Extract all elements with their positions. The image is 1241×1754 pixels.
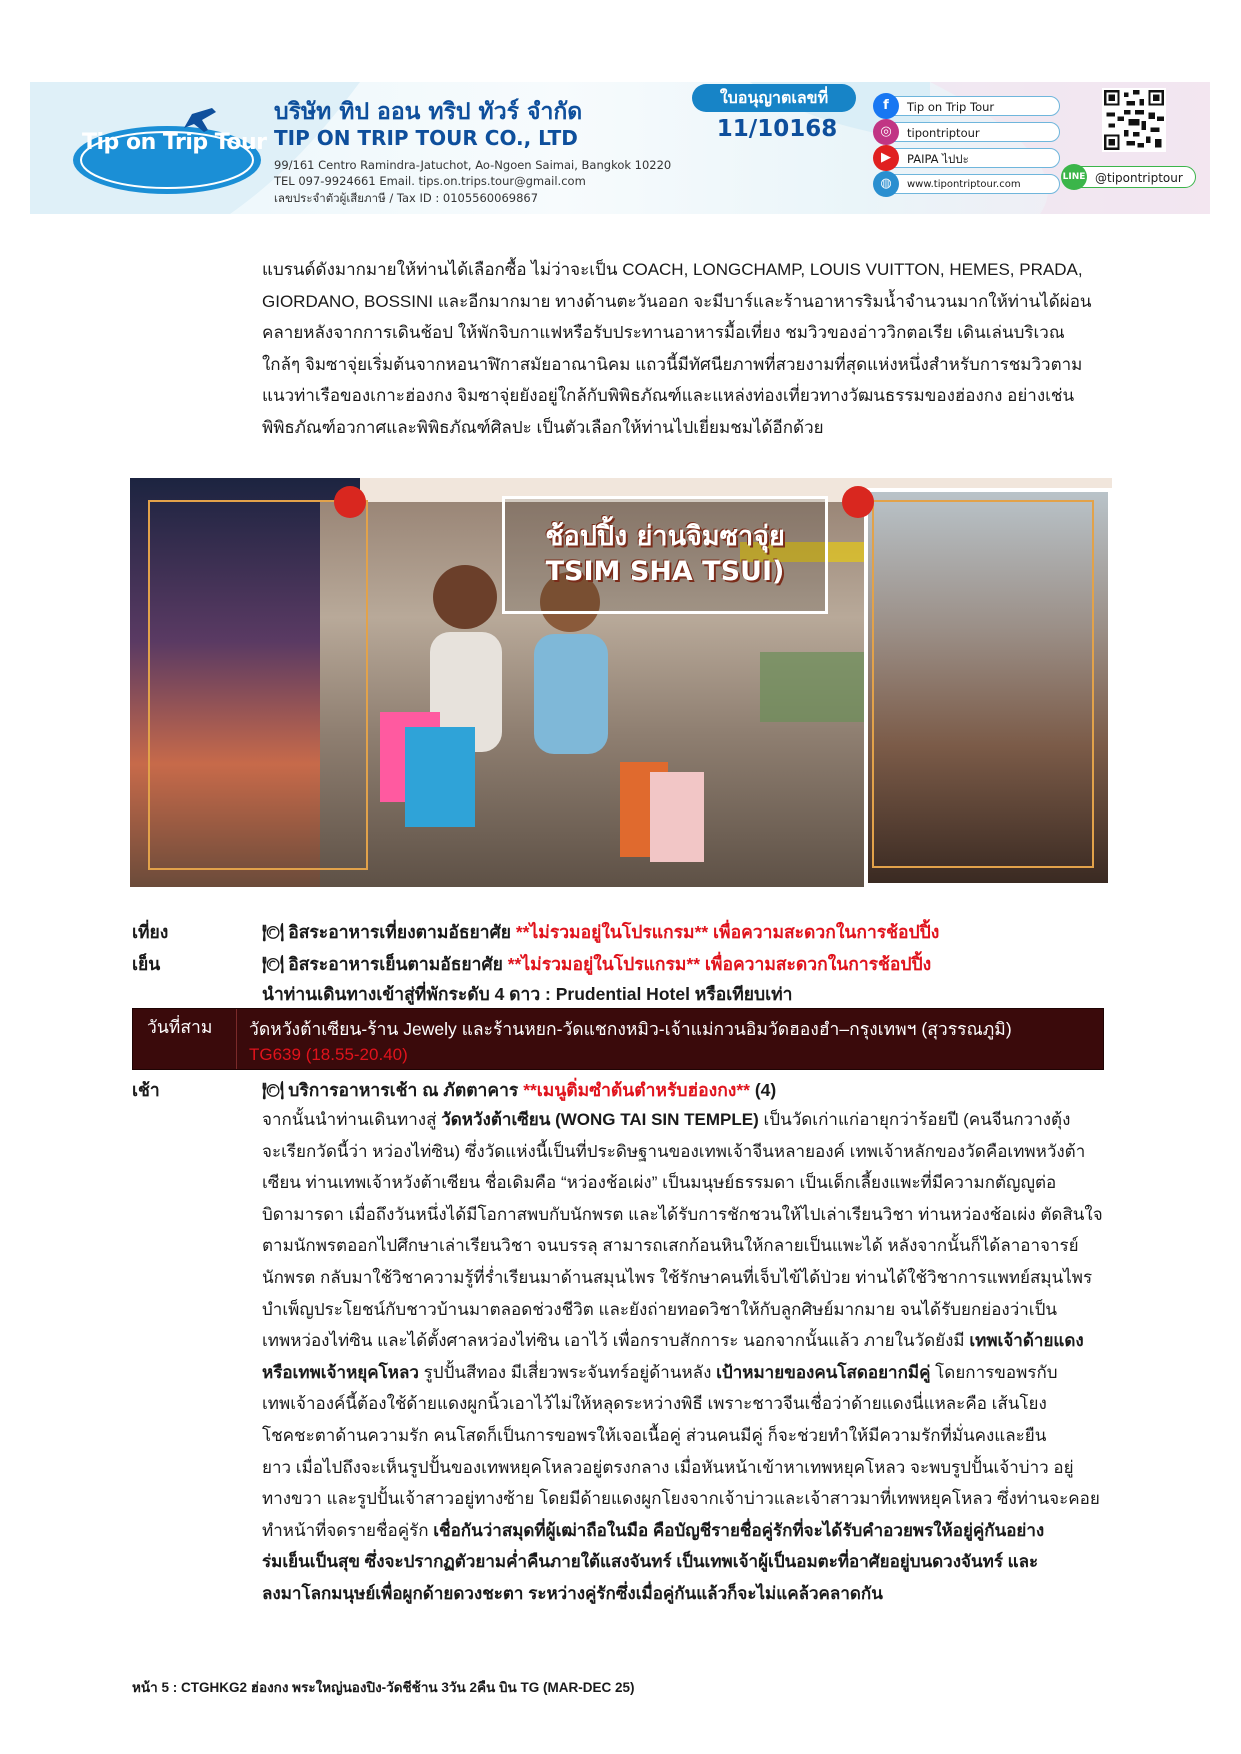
website-link[interactable]: [878, 174, 1060, 194]
text-run-bold: วัดหวังต้าเซียน (WONG TAI SIN TEMPLE): [441, 1110, 759, 1129]
temple-line: โชคชะตาด้านความรัก คนโสดก็เป็นการขอพรให้เจอเนื้อคู่ ส่วนคนมีคู่ ก็จะช่วยทำให้มีความรักที่มั่นคงและยืน: [262, 1425, 1047, 1445]
decorative-frame-left: [148, 500, 368, 870]
temple-line: เทพเจ้าองค์นี้ต้องใช้ด้ายแดงผูกนิ้วเอาไว้ไม่ให้หลุดระหว่างพิธี เพราะชาวจีนเชื่อว่าด้ายแดงนี่แหละคือ เส้นโยง: [262, 1394, 1047, 1414]
facebook-label: Tip on Trip Tour: [907, 100, 995, 114]
breakfast-note: **เมนูติ่มซำต้นตำหรับฮ่องกง**: [523, 1080, 750, 1100]
temple-line: บิดามารดา เมื่อถึงวันหนึ่งได้มีโอกาสพบกับนักพรต และได้รับการชักชวนให้ไปเล่าเรียนวิชา ท่านหว่องช้อเผ่ง ตัดสินใจ: [262, 1204, 1103, 1224]
qr-code-icon[interactable]: [1102, 88, 1166, 152]
temple-line: [262, 1515, 1104, 1547]
website-label: www.tipontriptour.com: [907, 179, 1021, 190]
text-run: ทำหน้าที่จดรายชื่อคู่รัก: [262, 1520, 434, 1540]
text-run-bold: ลงมาโลกมนุษย์เพื่อผูกด้ายดวงชะตา ระหว่างคู่รักซึ่งเมื่อคู่กันแล้วก็จะไม่แคล้วคลาดกัน: [262, 1583, 883, 1603]
text-run-bold: เป้าหมายของคนโสดอยากมีคู่: [716, 1362, 931, 1382]
pushpin-icon: [842, 486, 874, 518]
company-name-thai: บริษัท ทิป ออน ทริป ทัวร์ จำกัด: [274, 99, 583, 125]
lunch-row: [262, 918, 939, 946]
text-run-bold: หรือเทพเจ้าหยุคโหลว: [262, 1362, 419, 1382]
text-run: รูปปั้นสีทอง มีเสี่ยวพระจันทร์อยู่ด้านหลัง: [418, 1362, 717, 1382]
company-contact: TEL 097-9924661 Email. tips.on.trips.tour@gmail.com: [274, 174, 586, 188]
breakfast-row: [262, 1076, 776, 1104]
license-label: ใบอนุญาตเลขที่: [692, 84, 856, 112]
decorative-frame-right: [872, 500, 1094, 868]
instagram-icon: ◎: [873, 119, 899, 145]
text-run: จากนั้นนำท่านเดินทางสู่: [262, 1110, 442, 1129]
day-label: วันที่สาม: [133, 1009, 237, 1069]
logo-text: Tip on Trip Tour: [82, 130, 267, 155]
pushpin-icon: [334, 486, 366, 518]
collage-caption-english: TSIM SHA TSUI): [545, 556, 785, 587]
intro-line: คลายหลังจากการเดินช้อป ให้พักจิบกาแฟหรือรับประทานอาหารมื้อเที่ยง ชมวิวของอ่าววิกตอเรีย เดินเล่นบริเวณ: [262, 323, 1065, 343]
intro-line: GIORDANO, BOSSINI และอีกมากมาย ทางด้านตะวันออก จะมีบาร์และร้านอาหารริมน้ำจำนวนมากให้ท่านได้ผ่อน: [262, 291, 1092, 311]
facebook-icon: f: [873, 93, 899, 119]
temple-line: [262, 1325, 1104, 1357]
breakfast-text: บริการอาหารเช้า ณ ภัตตาคาร: [288, 1080, 524, 1100]
text-run: โดยการขอพรกับ: [930, 1362, 1058, 1382]
dinner-text: อิสระอาหารเย็นตามอัธยาศัย: [288, 954, 508, 974]
instagram-label: tipontriptour: [907, 126, 980, 140]
company-address: 99/161 Centro Ramindra-Jatuchot, Ao-Ngoen Saimai, Bangkok 10220: [274, 158, 672, 172]
intro-line: แบรนด์ดังมากมายให้ท่านได้เลือกซื้อ ไม่ว่าจะเป็น COACH, LONGCHAMP, LOUIS VUITTON, HEMES, PRADA,: [262, 260, 1083, 279]
temple-line: [262, 1546, 1104, 1578]
company-name-english: TIP ON TRIP TOUR CO., LTD: [274, 126, 578, 150]
line-label: @tipontriptour: [1095, 171, 1183, 185]
text-run-bold: ร่มเย็นเป็นสุข ซึ่งจะปรากฏตัวยามค่ำคืนภายใต้แสงจันทร์ เป็นเทพเจ้าผู้เป็นอมตะที่อาศัยอยู่บนดวงจันทร์ และ: [262, 1552, 1039, 1572]
temple-line: บำเพ็ญประโยชน์กับชาวบ้านมาตลอดช่วงชีวิต และยังถ่ายทอดวิชาให้กับลูกศิษย์มากมาย จนได้รับยกย่องว่าเป็น: [262, 1299, 1058, 1319]
temple-line: ทางขวา และรูปปั้นเจ้าสาวอยู่ทางซ้าย โดยมีด้ายแดงผูกโยงจากเจ้าบ่าวและเจ้าสาวมาที่เทพหยุคโหลว ซึ่งท่านจะคอย: [262, 1489, 1100, 1509]
website-icon: ◍: [873, 171, 899, 197]
temple-line: จะเรียกวัดนี้ว่า หว่องไท่ซิน) ซึ่งวัดแห่งนี้เป็นที่ประดิษฐานของเทพเจ้าจีนหลายองค์ เทพเจ้าหลักของวัดคือเทพหวังต้า: [262, 1141, 1086, 1161]
shopping-collage-image: [130, 478, 1112, 887]
meal-icon: 🍽: [262, 955, 285, 975]
temple-line: เซียน ท่านเทพเจ้าหวังต้าเซียน ชื่อเดิมคือ “หว่องช้อเผ่ง” เป็นมนุษย์ธรรมดา เป็นเด็กเลี้ยงแพะที่มีความกตัญญูต่อ: [262, 1173, 1057, 1193]
day-three-header: [132, 1008, 1104, 1070]
temple-line: ตามนักพรตออกไปศึกษาเล่าเรียนวิชา จนบรรลุ สามารถเสกก้อนหินให้กลายเป็นแพะได้ หลังจากนั้นก็ได้ลาอาจารย์: [262, 1236, 1079, 1256]
lunch-text: อิสระอาหารเที่ยงตามอัธยาศัย: [288, 922, 516, 942]
flight-info: TG639 (18.55-20.40): [249, 1045, 408, 1064]
facebook-link[interactable]: [878, 96, 1060, 116]
text-run: เป็นวัดเก่าแก่อายุกว่าร้อยปี (คนจีนกวางตุ้ง: [758, 1110, 1071, 1129]
youtube-icon: ▶: [873, 145, 899, 171]
lunch-note: **ไม่รวมอยู่ในโปรแกรม** เพื่อความสะดวกในการช้อปปิ้ง: [515, 922, 940, 942]
lunch-label: เที่ยง: [132, 922, 169, 942]
breakfast-suffix: (4): [749, 1080, 777, 1100]
temple-line: [262, 1357, 1104, 1389]
temple-line: [262, 1578, 1104, 1610]
day-title: วัดหวังต้าเซียน-ร้าน Jewely และร้านหยก-วัดแชกงหมิว-เจ้าแม่กวนอิมวัดฮองฮำ–กรุงเทพฯ (สุวรรณภูมิ): [249, 1019, 1012, 1039]
line-link[interactable]: [1064, 166, 1196, 188]
breakfast-label: เช้า: [132, 1080, 160, 1100]
youtube-link[interactable]: [878, 148, 1060, 168]
text-run: เทพหว่องไท่ซิน และได้ตั้งศาลหว่องไท่ซิน เอาไว้ เพื่อกราบสักการะ นอกจากนั้นแล้ว ภายในวัดยังมี: [262, 1331, 970, 1351]
intro-line: ใกล้ๆ จิมซาจุ่ยเริ่มต้นจากหอนาฬิกาสมัยอาณานิคม แถวนี้มีทัศนียภาพที่สวยงามที่สุดแห่งหนึ่งสำหรับการชมวิวตาม: [262, 354, 1083, 374]
license-number: 11/10168: [716, 116, 838, 142]
temple-line: ยาว เมื่อไปถึงจะเห็นรูปปั้นของเทพหยุคโหลวอยู่ตรงกลาง เมื่อหันหน้าเข้าหาเทพหยุคโหลว จะพบรูปปั้นเจ้าบ่าว อยู่: [262, 1457, 1074, 1477]
intro-line: พิพิธภัณฑ์อวกาศและพิพิธภัณฑ์ศิลปะ เป็นตัวเลือกให้ท่านไปเยี่ยมชมได้อีกด้วย: [262, 417, 824, 437]
intro-paragraph: [262, 254, 1104, 444]
line-icon: LINE: [1061, 164, 1087, 190]
dinner-row: [262, 950, 931, 978]
hotel-text: นำท่านเดินทางเข้าสู่ที่พักระดับ 4 ดาว : Prudential Hotel หรือเทียบเท่า: [262, 984, 793, 1004]
intro-line: แนวท่าเรือของเกาะฮ่องกง จิมซาจุ่ยยังอยู่ใกล้กับพิพิธภัณฑ์และแหล่งท่องเที่ยวทางวัฒนธรรมของฮ่องกง อย่างเช่น: [262, 386, 1075, 406]
text-run-bold: เทพเจ้าด้ายแดง: [969, 1331, 1084, 1351]
temple-line: นักพรต กลับมาใช้วิชาความรู้ที่ร่ำเรียนมาด้านสมุนไพร ใช้รักษาคนที่เจ็บไข้ได้ป่วย ท่านได้ใช้วิชาการแพทย์สมุนไพร: [262, 1267, 1093, 1287]
dinner-note: **ไม่รวมอยู่ในโปรแกรม** เพื่อความสะดวกในการช้อปปิ้ง: [507, 954, 932, 974]
collage-caption-thai: ช้อปปิ้ง ย่านจิมซาจุ่ย: [545, 521, 785, 552]
instagram-link[interactable]: [878, 122, 1060, 142]
page-footer: หน้า 5 : CTGHKG2 ฮ่องกง พระใหญ่นองปิง-วัดชีช้าน 3วัน 2คืน บิน TG (MAR-DEC 25): [132, 1680, 635, 1695]
dinner-label: เย็น: [132, 954, 161, 974]
meal-icon: 🍽: [262, 923, 285, 943]
meal-icon: 🍽: [262, 1081, 285, 1101]
company-tax-id: เลขประจำตัวผู้เสียภาษี / Tax ID : 0105560069867: [274, 191, 539, 205]
header-banner: [30, 82, 1210, 214]
text-run-bold: เชื่อกันว่าสมุดที่ผู้เฒ่าถือในมือ คือบัญชีรายชื่อคู่รักที่จะได้รับคำอวยพรให้อยู่คู่กันอย่าง: [433, 1520, 1045, 1540]
temple-line: [262, 1104, 1104, 1136]
youtube-label: PAIPA ไปปะ: [907, 152, 969, 166]
temple-paragraph: [262, 1104, 1104, 1610]
